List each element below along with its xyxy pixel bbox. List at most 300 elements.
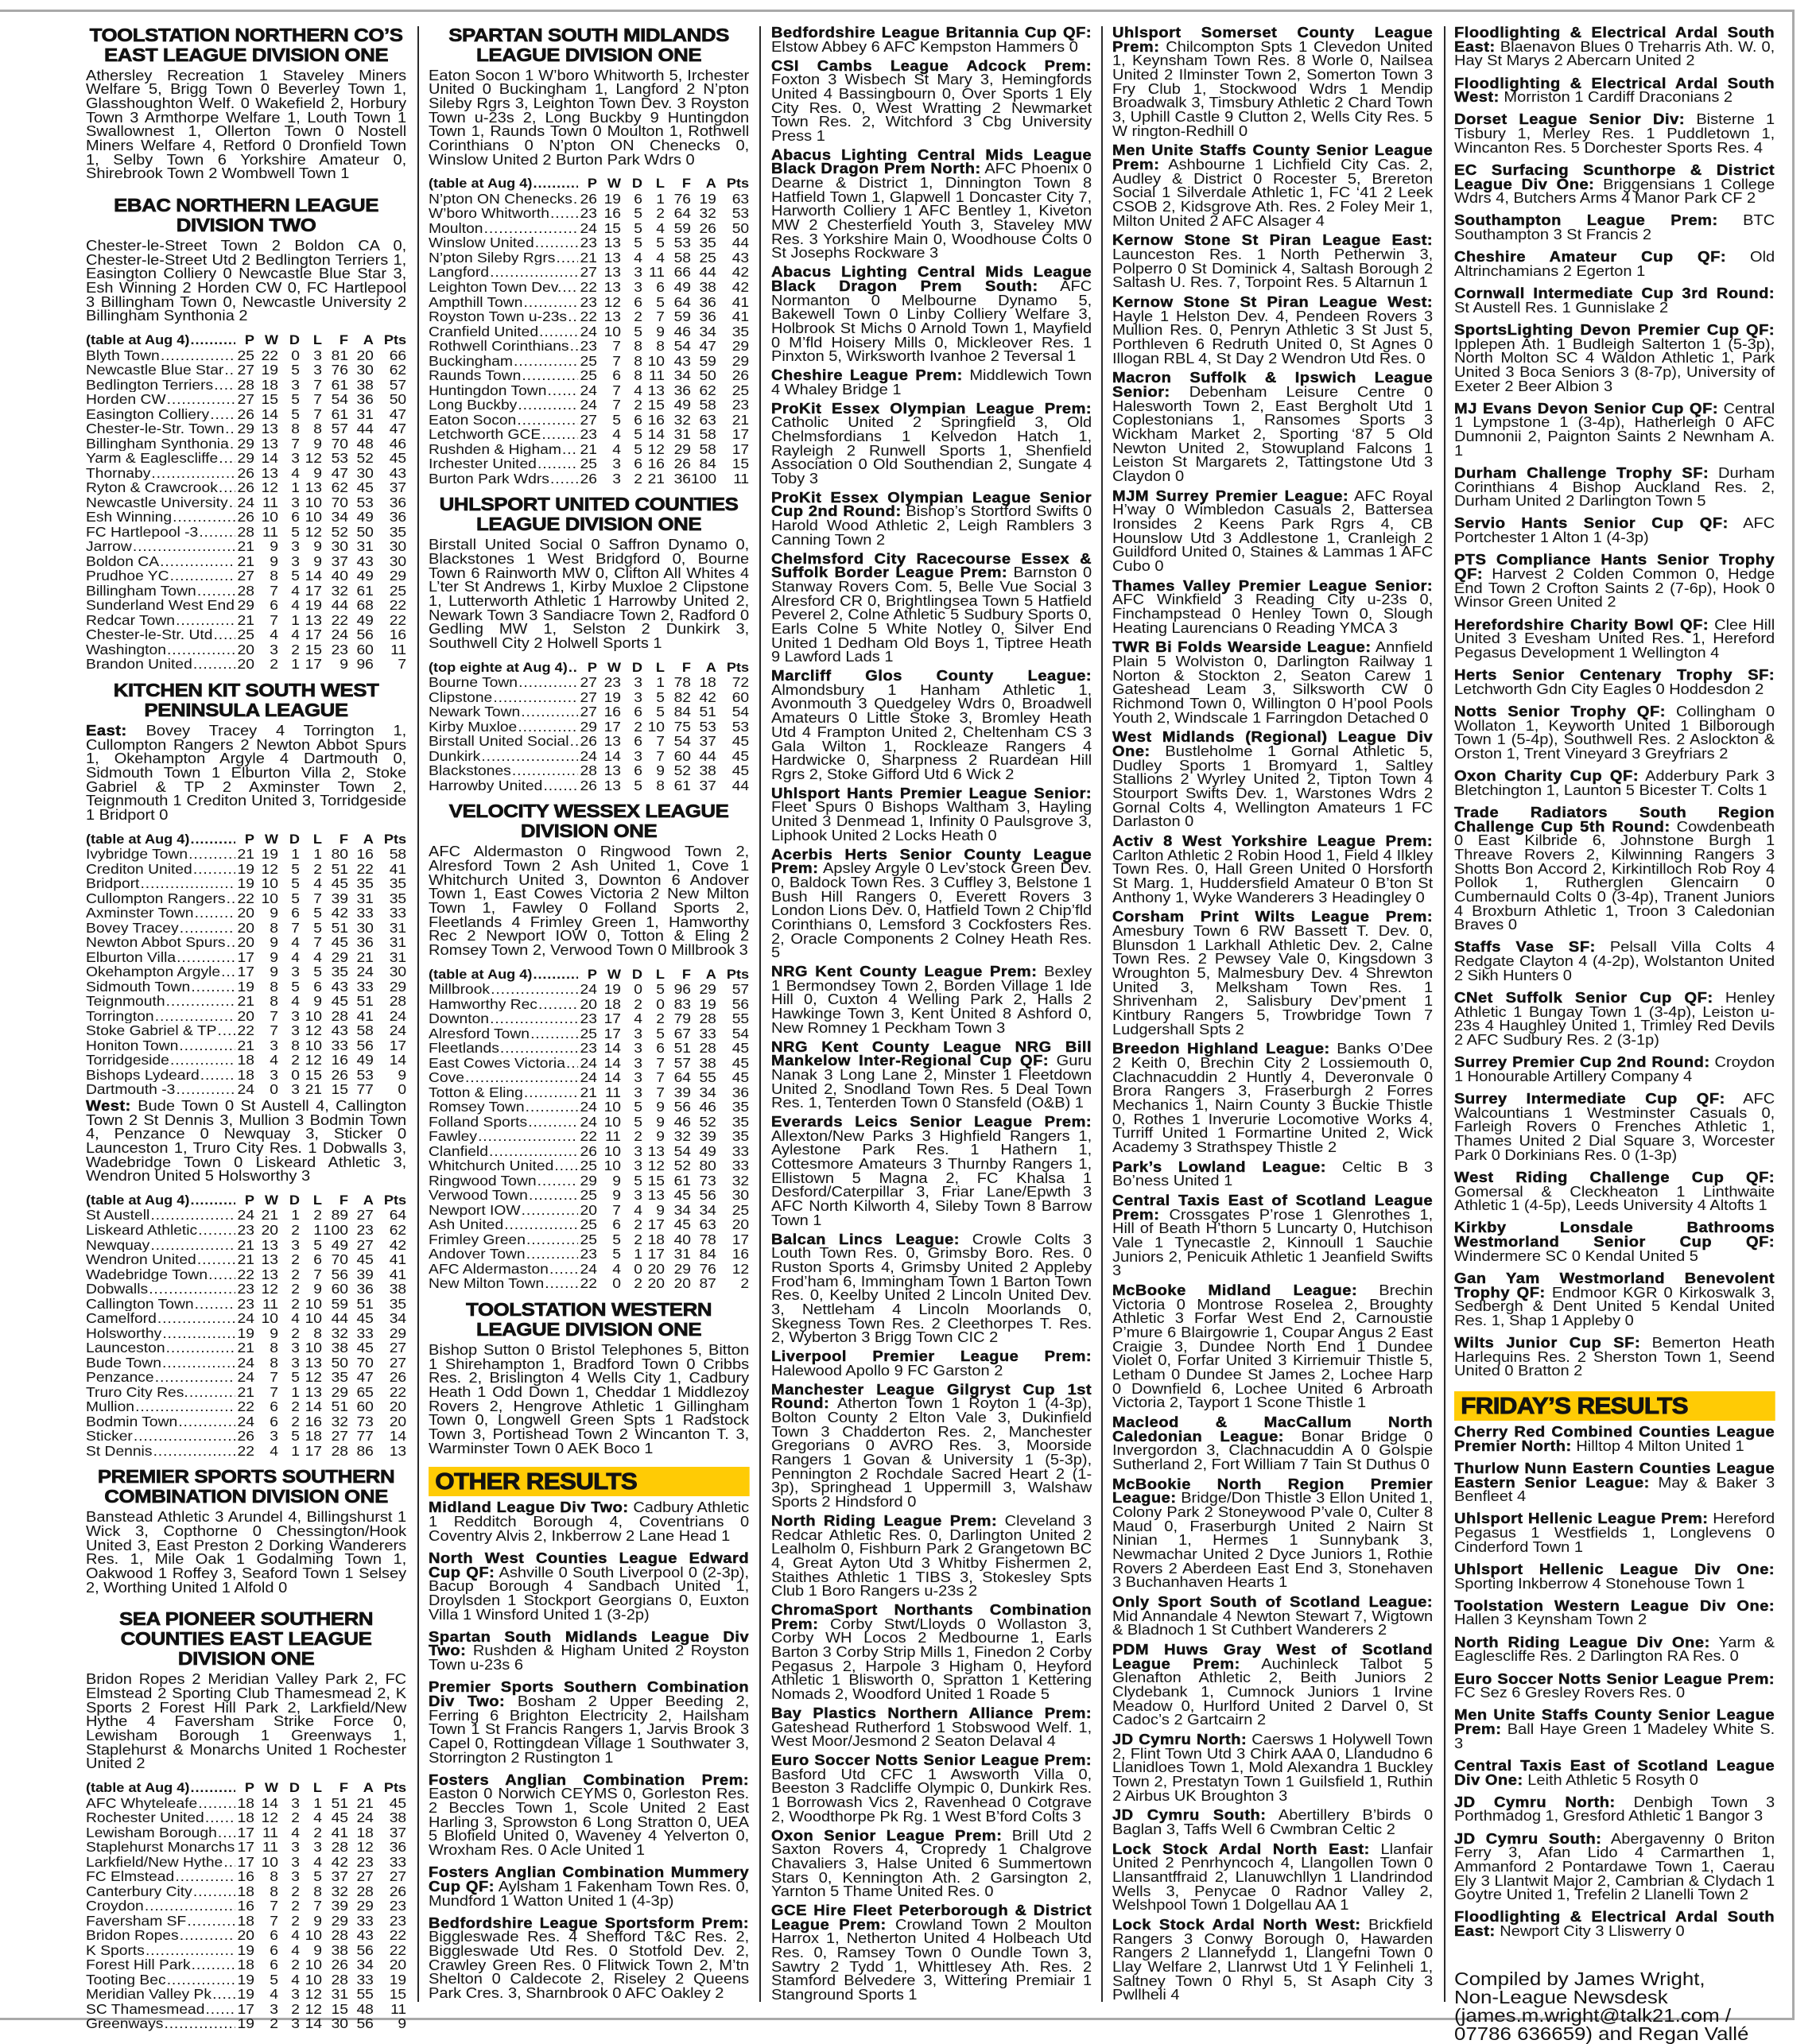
team-cell [86, 657, 235, 672]
stat-won: 7 [612, 352, 621, 369]
league-name: Central Taxis East of Scotland League Div One: [1454, 1757, 1775, 1788]
stat-goals-against: 35 [356, 875, 374, 892]
stat-goals-for: 38 [331, 1941, 348, 1958]
stat-won: 14 [603, 1054, 621, 1071]
league-result [1112, 1840, 1434, 1914]
stat-played: 20 [237, 919, 254, 936]
team-cell [86, 1238, 235, 1253]
stat-played: 21 [237, 1236, 254, 1253]
column-2 [429, 25, 749, 2001]
stat-played: 26 [237, 479, 254, 496]
team-name: Redcar Town [86, 612, 176, 628]
stat-lost: 16 [647, 411, 665, 428]
stat-drawn: 3 [291, 1340, 300, 1356]
match-scores: Ashbourne 1 Lichfield City Cas. 2, Audley & District 0 Rocester 5, Brereton Social 1 Silverdale Athletic 1, FC ‘41 2 Leek CSOB 2, Kidsgrove Ath. Res. 2 Foley Meir 1, Milton United 2 AFC Alsager 4 [1112, 157, 1434, 229]
stat-drawn: 5 [291, 1369, 300, 1386]
stat-drawn: 6 [634, 456, 642, 472]
stat-goals-against: 33 [356, 1325, 374, 1341]
stat-drawn: 2 [634, 1231, 642, 1247]
league-name: Cheshire League Prem: [771, 367, 963, 384]
stat-won: 7 [270, 1007, 278, 1024]
stat-points: 38 [389, 1281, 407, 1297]
league-result [1112, 26, 1433, 138]
stat-goals-for: 45 [331, 934, 348, 951]
dot-leader [513, 354, 578, 369]
stat-goals-for: 35 [331, 1369, 348, 1386]
team-cell [429, 1232, 578, 1247]
stat-played: 25 [237, 347, 254, 363]
column-header: L [655, 967, 665, 982]
column-header: P [244, 832, 254, 847]
table-row [429, 1026, 749, 1041]
stat-played: 24 [580, 1260, 597, 1277]
table-row [86, 1914, 406, 1929]
team-name: Yarm & Eaglescliffe [86, 451, 219, 466]
stat-played: 23 [580, 293, 597, 310]
stat-drawn: 1 [291, 1442, 300, 1459]
stat-points: 33 [389, 905, 407, 921]
stat-goals-for: 34 [673, 367, 691, 384]
stat-drawn: 3 [291, 450, 300, 467]
league-name: Herts Senior Centenary Trophy SF: [1454, 667, 1775, 684]
stat-points: 29 [389, 978, 407, 995]
stat-lost: 13 [647, 1187, 665, 1204]
stat-points: 24 [389, 1007, 407, 1024]
match-scores: Durham Corinthians 4 Bishop Auckland Res. 2, Durham United 2 Darlington Town 5 [1454, 464, 1775, 510]
stat-goals-against: 44 [356, 421, 374, 437]
match-scores: Adderbury Park 3 Bletchington 1, Launton 5 Bicester T. Colts 1 [1454, 768, 1775, 798]
stat-goals-against: 47 [699, 338, 716, 355]
league-result [1112, 1284, 1433, 1410]
stat-won: 8 [270, 1340, 278, 1356]
stat-goals-against: 73 [699, 1172, 716, 1189]
stat-lost: 5 [656, 235, 665, 251]
stat-lost: 9 [656, 1113, 665, 1130]
stat-won: 13 [261, 464, 278, 481]
stat-goals-against: 37 [699, 777, 716, 793]
section-heading [86, 25, 406, 65]
stat-points: 23 [389, 1898, 407, 1914]
stat-goals-against: 87 [699, 1275, 716, 1292]
stat-goals-against: 61 [356, 582, 374, 599]
stat-drawn: 6 [634, 293, 642, 310]
match-scores: Catholic United 2 Springfield 3, Old Chelmsfordians 1 Kelvedon Hatch 1, Rayleigh 2 Runwell Sports 1, Shenfield Association 0 Old Southendian 2, Sungate 4 Toby 3 [771, 414, 1092, 487]
team-name: AFC Aldermaston [429, 1261, 549, 1277]
league-name: Only Sport South of Scotland League: [1112, 1594, 1434, 1611]
stat-goals-for: 26 [673, 456, 691, 472]
stat-drawn: 5 [291, 890, 300, 906]
league-name: Lock Stock Ardal North East: [1112, 1840, 1370, 1857]
stat-played: 26 [580, 1142, 597, 1159]
match-scores: Amesbury Town 6 RW Bassett T. Dev. 0, Blunsdon 1 Larkhall Athletic Dev. 2, Calne Town Res. 2 Pewsey Vale 0, Kingsdown 3 Wroughton 5, Malmesbury Dev. 4 Shrewton United 3, Melksham Town Res. 1 Shrivenham 2, Salisbury Dev’pment 1 Kintbury Rangers 5, Trowbridge Town 7 Ludgershall Spts 2 [1112, 923, 1434, 1038]
stat-won: 5 [612, 1246, 621, 1262]
stat-goals-for: 49 [673, 397, 691, 413]
stat-goals-against: 55 [356, 1986, 374, 2003]
table-row [86, 1840, 406, 1855]
column-header: Pts [726, 660, 750, 675]
league-result [771, 1904, 1092, 2003]
league-name: Floodlighting & Electrical Ardal South East: [1454, 1909, 1775, 1940]
stat-drawn: 5 [634, 1113, 642, 1130]
stat-lost: 2 [313, 1207, 322, 1224]
stat-drawn: 1 [291, 479, 300, 496]
column-1 [86, 25, 406, 2031]
credit-line: (james.m.wright@talk21.com / [1454, 2005, 1732, 2027]
column-header: L [655, 660, 665, 675]
table-caption: (table at Aug 4) [86, 1193, 190, 1208]
league-result [771, 1707, 1092, 1749]
dot-leader [549, 471, 578, 487]
stat-drawn: 5 [291, 568, 300, 584]
team-cell [86, 451, 235, 466]
team-name: Axminster Town [86, 906, 194, 921]
heading-line: EBAC NORTHERN LEAGUE [114, 195, 379, 216]
stat-drawn: 4 [291, 1824, 300, 1840]
stat-drawn: 8 [291, 421, 300, 437]
stat-drawn: 2 [291, 1898, 300, 1914]
section-heading [429, 801, 749, 841]
team-cell [429, 719, 578, 735]
team-cell [86, 539, 235, 554]
stat-goals-for: 52 [673, 1158, 691, 1174]
stat-lost: 17 [305, 582, 322, 599]
league-name: Everards Leics Senior League Prem: [771, 1114, 1092, 1131]
stat-points: 36 [389, 509, 407, 526]
team-cell [429, 763, 578, 778]
stat-drawn: 4 [291, 993, 300, 1010]
league-name: Oxon Charity Cup QF: [1454, 768, 1639, 785]
match-scores: Caersws 1 Holywell Town 2, Flint Town Utd 3 Chirk AAA 0, Llandudno 6 Llanidloes Town 1, Mold Alexandra 1 Buckley Town 2, Prestatyn Town 1 Guilsfield 1, Ruthin 2 Airbus UK Broughton 3 [1112, 1732, 1434, 1804]
stat-goals-for: 49 [673, 279, 691, 295]
team-cell [86, 1899, 235, 1914]
dot-leader [133, 1429, 235, 1444]
stat-won: 14 [261, 450, 278, 467]
league-table [86, 1781, 406, 2031]
team-cell [86, 935, 235, 950]
stat-goals-for: 49 [331, 1236, 348, 1253]
stat-goals-for: 29 [331, 1383, 348, 1400]
table-row [429, 235, 749, 250]
stat-drawn: 8 [634, 338, 642, 355]
match-scores: Corby Stwt/Lloyds 0 Wollaston 3, Corby WH Locos 2 Medbourne 1, Earls Barton 3 Corby Strip Mills 1, Finedon 2 Corby Pegasus 2, Harpole 3 Higham 0, Heyford Athletic 1 Blisworth 0, Spratton 1 Kettering Nomads 2, Woodford United 1 Roade 5 [771, 1615, 1092, 1703]
stat-won: 7 [270, 1383, 278, 1400]
table-row [429, 1144, 749, 1159]
stat-goals-for: 39 [673, 1084, 691, 1100]
stat-won: 10 [261, 1310, 278, 1327]
team-cell [86, 847, 235, 862]
stat-lost: 13 [305, 479, 322, 496]
table-row [86, 1326, 406, 1341]
stat-lost: 9 [313, 993, 322, 1010]
stat-points: 28 [389, 993, 407, 1010]
league-name: Thames Valley Premier League Senior: [1112, 577, 1434, 594]
stat-points: 57 [389, 376, 407, 393]
stat-played: 23 [580, 426, 597, 443]
stat-goals-against: 68 [356, 597, 374, 614]
stat-points: 45 [731, 747, 750, 764]
team-cell [429, 749, 578, 764]
dot-leader [189, 1781, 235, 1796]
stat-points: 45 [389, 450, 407, 467]
stat-points: 43 [731, 249, 750, 266]
stat-lost: 7 [656, 747, 665, 764]
heading-line: SEA PIONEER SOUTHERN [118, 1608, 374, 1630]
stat-goals-for: 60 [331, 1281, 348, 1297]
stat-drawn: 3 [291, 1868, 300, 1885]
match-scores: Gomersal & Cleckheaton 1 Linthwaite Athletic 1 (4-5p), Leeds University 4 Altofts 1 [1454, 1183, 1775, 1214]
team-name: Dobwalls [86, 1282, 149, 1297]
team-name: Truro City Res. [86, 1384, 188, 1400]
stat-goals-against: 53 [356, 1066, 374, 1083]
stat-won: 11 [262, 1839, 278, 1856]
stat-points: 43 [389, 464, 407, 481]
league-result [1112, 234, 1433, 290]
table-row [429, 675, 749, 690]
team-cell [429, 442, 578, 457]
stat-played: 22 [580, 1128, 597, 1145]
dot-leader [188, 847, 235, 862]
stat-won: 4 [270, 1052, 278, 1069]
stat-points: 37 [389, 1824, 407, 1840]
heading-line: DIVISION TWO [176, 215, 316, 236]
stat-goals-for: 82 [673, 688, 691, 705]
team-cell [86, 525, 235, 540]
stat-goals-against: 33 [356, 978, 374, 995]
dot-leader [489, 1011, 578, 1026]
team-cell [429, 1070, 578, 1085]
league-name: Toolstation Western League Div One: [1454, 1597, 1775, 1614]
dot-leader [489, 265, 578, 280]
table-row [86, 613, 406, 628]
stat-points: 9 [398, 1066, 407, 1083]
table-row [429, 383, 749, 398]
league-name: Abacus Lighting Central Mids League Black Dragon Prem South: [771, 264, 1092, 294]
dot-leader [549, 206, 578, 221]
team-name: Prudhoe YC [86, 568, 169, 584]
team-name: Newton Abbot Spurs [86, 935, 226, 950]
stat-lost: 20 [647, 1260, 665, 1277]
team-cell [86, 392, 235, 407]
team-name: Leighton Town Dev. [429, 280, 562, 295]
stat-goals-against: 36 [356, 391, 374, 408]
team-cell [86, 1053, 235, 1068]
match-scores: Annfield Plain 5 Wolviston 0, Darlington Railway 1 Norton & Stockton 2, Seaton Carew 1 Gateshead Leam 3, Silksworth CW 0 Richmond Town 0, Willington 0 H’pool Pools Youth 2, Windscale 1 Farringdon Detached 0 [1112, 639, 1434, 726]
team-name: Forest Hill Park [86, 1957, 191, 1972]
league-result [1112, 144, 1433, 228]
stat-lost: 4 [656, 219, 665, 236]
stat-played: 23 [237, 1295, 254, 1312]
stat-goals-for: 52 [331, 523, 348, 540]
table-row [429, 1158, 749, 1173]
results-paragraph [86, 1097, 407, 1185]
stat-drawn: 4 [291, 582, 300, 599]
dot-leader [525, 1100, 579, 1115]
match-scores: Cleveland 3 Redcar Athletic Res. 0, Darlington United 2 Lealholm 0, Fishburn Park 2 Grangetown BC 4, Great Ayton Utd 3 Whitby Fishermen 2, Staithes Athletic 1 TIBS 3, Stokesley Spts Club 1 Boro Rangers u-23s 2 [771, 1512, 1092, 1600]
stat-goals-against: 16 [356, 846, 374, 863]
league-name: JD Cymru South: [1454, 1830, 1602, 1847]
stat-points: 45 [731, 762, 750, 779]
stat-goals-against: 76 [699, 1260, 716, 1277]
table-row [429, 719, 749, 735]
stat-lost: 15 [647, 397, 665, 413]
stat-points: 30 [389, 553, 407, 569]
league-result [1112, 641, 1433, 725]
stat-played: 28 [237, 376, 254, 393]
team-name: Ivybridge Town [86, 847, 188, 862]
stat-goals-for: 39 [331, 1898, 348, 1914]
match-scores: Atherton Town 1 Royton 1 (4-3p), Bolton County 2 Elton Vale 3, Dukinfield Town 3 Chadderton Res. 2, Manchester Gregorians 0 AVRO Res. 3, Moorside Rangers 1 Govan & University 1 (5-3p), Pennington 2 Rochdale Sacred Heart 2 (1-3p), Springhead 1 Uppermill 3, Walshaw Sports 2 Hindsford 0 [771, 1395, 1092, 1511]
team-name: East Cowes Victoria [429, 1055, 565, 1071]
stat-won: 10 [603, 1099, 621, 1115]
table-row [429, 1011, 749, 1026]
stat-goals-against: 19 [699, 995, 716, 1012]
stat-goals-against: 73 [356, 1413, 374, 1429]
team-name: Canterbury City [86, 1883, 192, 1899]
stat-played: 21 [237, 1340, 254, 1356]
stat-drawn: 2 [634, 1275, 642, 1292]
stat-lost: 2 [313, 860, 322, 877]
stat-won: 4 [612, 426, 621, 443]
stat-points: 25 [389, 582, 407, 599]
league-result [1454, 1512, 1775, 1554]
stat-drawn: 3 [634, 1142, 642, 1159]
stat-goals-against: 23 [356, 1222, 374, 1238]
league-name: Macron Suffolk & Ipswich League Senior: [1112, 370, 1434, 400]
stat-goals-for: 53 [331, 450, 348, 467]
league-result [1454, 1336, 1775, 1379]
stat-won: 12 [261, 860, 278, 877]
stat-won: 19 [603, 190, 621, 207]
team-name: Ash United [429, 1217, 504, 1232]
stat-points: 62 [389, 362, 407, 378]
dot-leader [132, 539, 235, 554]
match-scores: Ball Haye Green 1 Madeley White S. 3 [1454, 1721, 1775, 1751]
stat-lost: 12 [647, 1158, 665, 1174]
league-name: Floodlighting & Electrical Ardal South East: [1454, 25, 1775, 55]
dot-leader [161, 1326, 235, 1341]
stat-points: 36 [731, 1084, 750, 1100]
dot-leader [161, 1356, 235, 1371]
league-name: Cherry Red Combined Counties League Premier North: [1454, 1424, 1775, 1454]
stat-played: 24 [237, 1310, 254, 1327]
column-header: W [607, 660, 621, 675]
team-cell [86, 1796, 235, 1811]
stat-goals-for: 62 [331, 479, 348, 496]
team-name: Torridgeside [86, 1053, 169, 1068]
team-name: Rochester United [86, 1810, 204, 1825]
dot-leader [480, 749, 578, 764]
stat-goals-for: 57 [331, 421, 348, 437]
column-header: F [681, 967, 691, 982]
stat-played: 20 [237, 934, 254, 951]
match-scores: Almondsbury 1 Hanham Athletic 1, Avonmouth 3 Quedgeley Wdrs 0, Broadwell Amateurs 0 Little Stoke 3, Bromley Heath Utd 4 Frampton United 2, Cheltenham CS 3 Gala Wilton 1, Rockleaze Rangers 4 Hardwicke 0, Sharpness 2 Ruardean Hill Rgrs 2, Stoke Gifford Utd 6 Wick 2 [771, 681, 1092, 782]
stat-lost: 10 [305, 1007, 322, 1024]
stat-played: 18 [237, 1052, 254, 1069]
table-row [86, 392, 406, 407]
stat-won: 11 [604, 1084, 621, 1100]
stat-drawn: 2 [291, 1809, 300, 1826]
league-name: Liverpool Premier League Prem: [771, 1348, 1092, 1365]
stat-points: 54 [731, 704, 750, 720]
dot-leader [483, 221, 578, 236]
stat-points: 64 [389, 1207, 407, 1224]
stat-goals-against: 38 [699, 279, 716, 295]
table-row [429, 442, 749, 457]
stat-lost: 1 [313, 846, 322, 863]
stat-lost: 2 [656, 1010, 665, 1027]
stat-goals-for: 70 [331, 1251, 348, 1268]
stat-lost: 7 [313, 1898, 322, 1914]
table-row [429, 1085, 749, 1100]
stat-goals-against: 50 [699, 367, 716, 384]
stat-goals-for: 56 [331, 1266, 348, 1282]
team-name: Tooting Bec [86, 1972, 166, 1988]
stat-won: 12 [261, 479, 278, 496]
league-name: Premier Sports Southern Combination Div Two: [429, 1679, 750, 1709]
team-cell [429, 1158, 578, 1173]
credit-line: 07786 636659) and Regan Vallé [1454, 2023, 1749, 2044]
stat-goals-against: 21 [356, 948, 374, 965]
stat-points: 25 [731, 382, 750, 398]
heading-line: COMBINATION DIVISION ONE [104, 1486, 388, 1507]
stat-drawn: 4 [291, 626, 300, 643]
league-name: EC Surfacing Scunthorpe & District League Div One: [1454, 161, 1775, 192]
dot-leader [159, 554, 235, 569]
stat-drawn: 3 [634, 1158, 642, 1174]
stat-won: 19 [603, 688, 621, 705]
team-cell [86, 1038, 235, 1053]
column-header: P [587, 660, 597, 675]
stat-goals-against: 63 [699, 1216, 716, 1233]
dot-leader [567, 309, 578, 324]
stat-won: 21 [261, 1207, 278, 1224]
stat-points: 35 [731, 1128, 750, 1145]
stat-goals-against: 58 [699, 440, 716, 457]
column-header: P [587, 176, 597, 192]
stat-lost: 14 [305, 1398, 322, 1415]
team-name: St Dennis [86, 1443, 153, 1459]
column-header: Pts [383, 832, 407, 847]
stat-points: 56 [731, 995, 750, 1012]
table-row [86, 510, 406, 525]
stat-won: 0 [270, 1081, 278, 1098]
match-scores: Carlton Athletic 2 Robin Hood 1, Field 4 Ilkley Town Res. 0, Hall Green United 0 Horsforth St Marg. 1, Huddersfield Amateur 0 B’ton St Anthony 1, Wyke Wanderers 3 Headingley 0 [1112, 847, 1434, 906]
table-row [86, 1068, 406, 1083]
stat-lost: 7 [656, 733, 665, 750]
stat-played: 22 [580, 279, 597, 295]
team-cell [429, 1115, 578, 1130]
team-name: Billingham Town [86, 583, 196, 599]
dot-leader [537, 1173, 579, 1189]
league-result [1454, 1670, 1775, 1701]
stat-drawn: 3 [634, 688, 642, 705]
column-divider [417, 26, 419, 2002]
stat-drawn: 2 [291, 1413, 300, 1429]
stat-drawn: 2 [291, 1222, 300, 1238]
match-scores: Sporting Inkberrow 4 Stonehouse Town 1 [1454, 1575, 1745, 1592]
team-name: Harrowby United [429, 778, 543, 793]
stat-points: 41 [731, 293, 750, 310]
league-result [1112, 487, 1434, 575]
league-name: Kernow Stone St Piran League East: [1112, 232, 1434, 249]
table-row [86, 1267, 406, 1282]
team-cell [86, 1267, 235, 1282]
team-cell [86, 1385, 235, 1400]
stat-won: 13 [603, 249, 621, 266]
team-name: Long Buckby [429, 398, 518, 413]
heading-line: LEAGUE DIVISION ONE [475, 44, 702, 65]
stat-goals-for: 54 [673, 338, 691, 355]
